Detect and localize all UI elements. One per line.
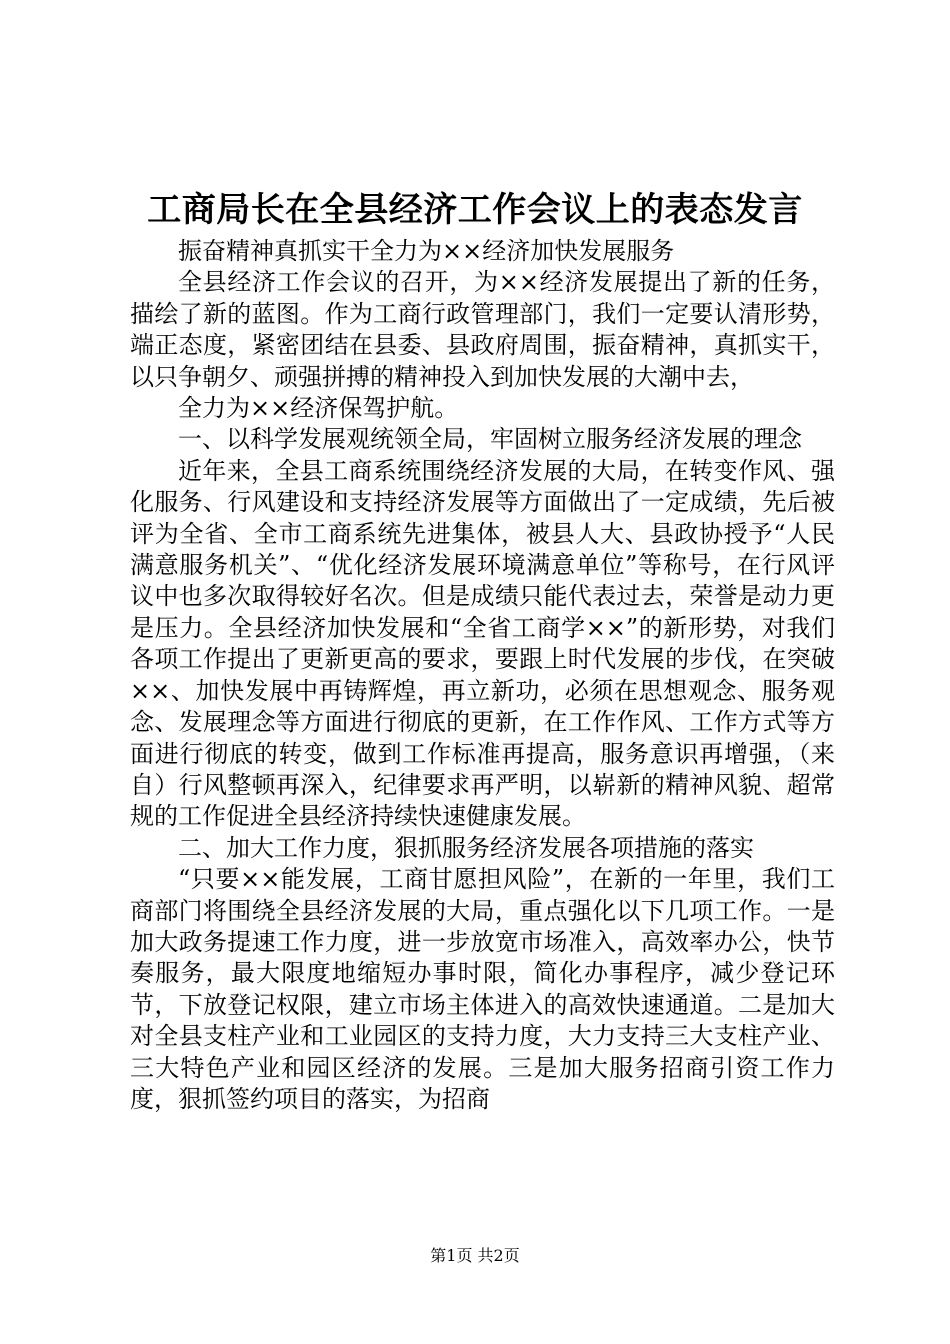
document-body (130, 236, 835, 1115)
section-heading-2: 二、加大工作力度，狠抓服务经济发展各项措施的落实 (178, 833, 754, 862)
document-title: 工商局长在全县经济工作会议上的表态发言 (147, 190, 803, 230)
paragraph-subtitle: 振奋精神真抓实干全力为××经济加快发展服务 (178, 237, 675, 265)
paragraph-section-2: “只要××能发展，工商甘愿担风险”，在新的一年里，我们工商部门将围绕全县经济发展的大局，重点强化以下几项工作。一是加大政务提速工作力度，进一步放宽市场准入，高效率办公，快节奏服务，最大限度地缩短办事时限，简化办事程序，减少登记环节，下放登记权限，建立市场主体进入的高效快速通道。二是加大对全县支柱产业和工业园区的支持力度，大力支持三大支柱产业、三大特色产业和园区经济的发展。三是加大服务招商引资工作力度，狠抓签约项目的落实，为招商 (130, 865, 835, 1113)
paragraph-section-1: 近年来，全县工商系统围绕经济发展的大局，在转变作风、强化服务、行风建设和支持经济发展等方面做出了一定成绩，先后被评为全省、全市工商系统先进集体，被县人大、县政协授予“人民满意服务机关”、“优化经济发展环境满意单位”等称号，在行风评议中也多次取得较好名次。但是成绩只能代表过去，荣誉是动力更是压力。全县经济加快发展和“全省工商学××”的新形势，对我们各项工作提出了更新更高的要求，要跟上时代发展的步伐，在突破××、加快发展中再铸辉煌，再立新功，必须在思想观念、服务观念、发展理念等方面进行彻底的更新，在工作作风、工作方式等方面进行彻底的转变，做到工作标准再提高，服务意识再增强，（来自）行风整顿再深入，纪律要求再严明，以崭新的精神风貌、超常规的工作促进全县经济持续快速健康发展。 (130, 456, 835, 831)
paragraph-intro: 全县经济工作会议的召开，为××经济发展提出了新的任务，描绘了新的蓝图。作为工商行政管理部门，我们一定要认清形势，端正态度，紧密团结在县委、县政府周围，振奋精神，真抓实干，以只争朝夕、顽强拼搏的精神投入到加快发展的大潮中去， (130, 268, 835, 391)
section-heading-1: 一、以科学发展观统领全局，牢固树立服务经济发展的理念 (178, 425, 802, 454)
paragraph-intro-end: 全力为××经济保驾护航。 (178, 394, 459, 423)
page-footer: 第1页 共2页 (430, 1246, 520, 1265)
